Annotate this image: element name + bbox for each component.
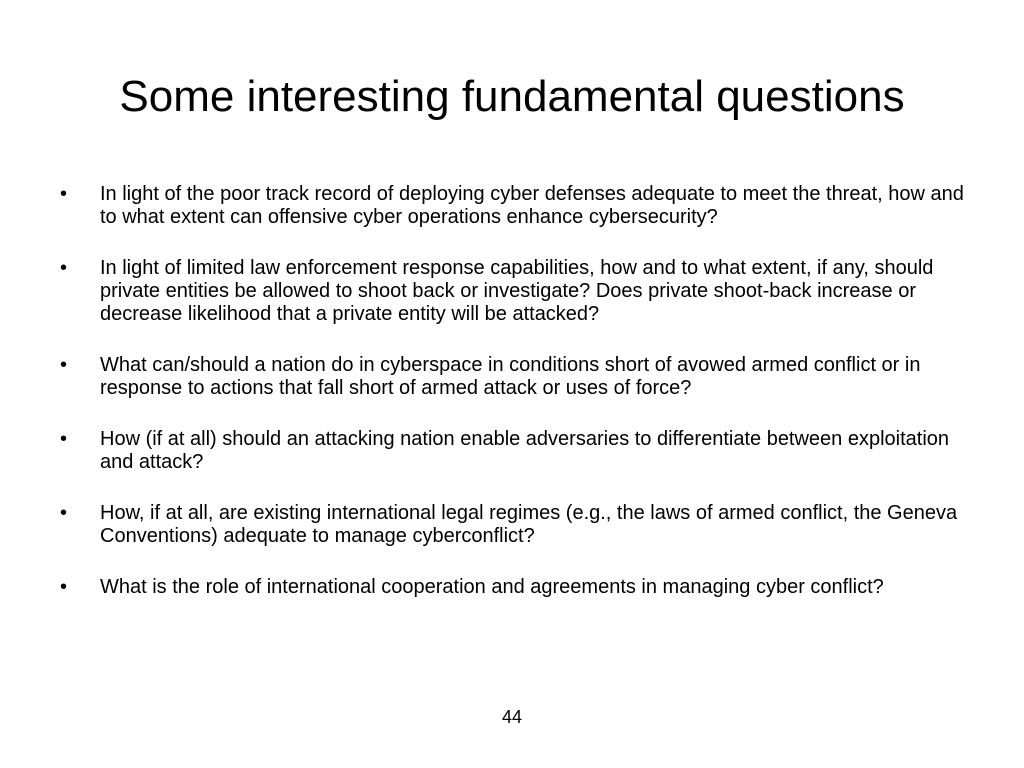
bullet-item bbox=[56, 183, 966, 229]
bullet-item bbox=[56, 428, 966, 474]
bullet-text: In light of the poor track record of deploying cyber defenses adequate to meet the threat, how and to what extent can offensive cyber operations enhance cybersecurity? bbox=[100, 183, 964, 228]
bullet-text: How, if at all, are existing international legal regimes (e.g., the laws of armed conflict, the Geneva Conventions) adequate to manage cyberconflict? bbox=[100, 502, 958, 547]
bullet-text: What can/should a nation do in cyberspace in conditions short of avowed armed conflict or in response to actions that fall short of armed attack or uses of force? bbox=[100, 354, 921, 399]
bullet-marker: • bbox=[60, 257, 68, 279]
page-number: 44 bbox=[501, 707, 523, 727]
bullet-item bbox=[56, 576, 966, 599]
slide-title: Some interesting fundamental questions bbox=[119, 72, 905, 121]
bullet-marker: • bbox=[60, 354, 68, 376]
bullet-text: What is the role of international cooperation and agreements in managing cyber conflict? bbox=[100, 576, 884, 598]
bullet-marker: • bbox=[60, 183, 68, 205]
bullet-marker: • bbox=[60, 502, 68, 524]
bullet-text: How (if at all) should an attacking nation enable adversaries to differentiate between exploitation and attack? bbox=[100, 428, 950, 473]
bullet-text: In light of limited law enforcement response capabilities, how and to what extent, if any, should private entities be allowed to shoot back or investigate? Does private shoot-back increase or decrease likelihood that a private entity will be attacked? bbox=[100, 257, 934, 325]
bullet-item bbox=[56, 502, 966, 548]
bullet-item bbox=[56, 257, 966, 326]
bullet-marker: • bbox=[60, 428, 68, 450]
bullet-item bbox=[56, 354, 966, 400]
bullet-marker: • bbox=[60, 576, 68, 598]
bullet-list bbox=[56, 183, 966, 627]
